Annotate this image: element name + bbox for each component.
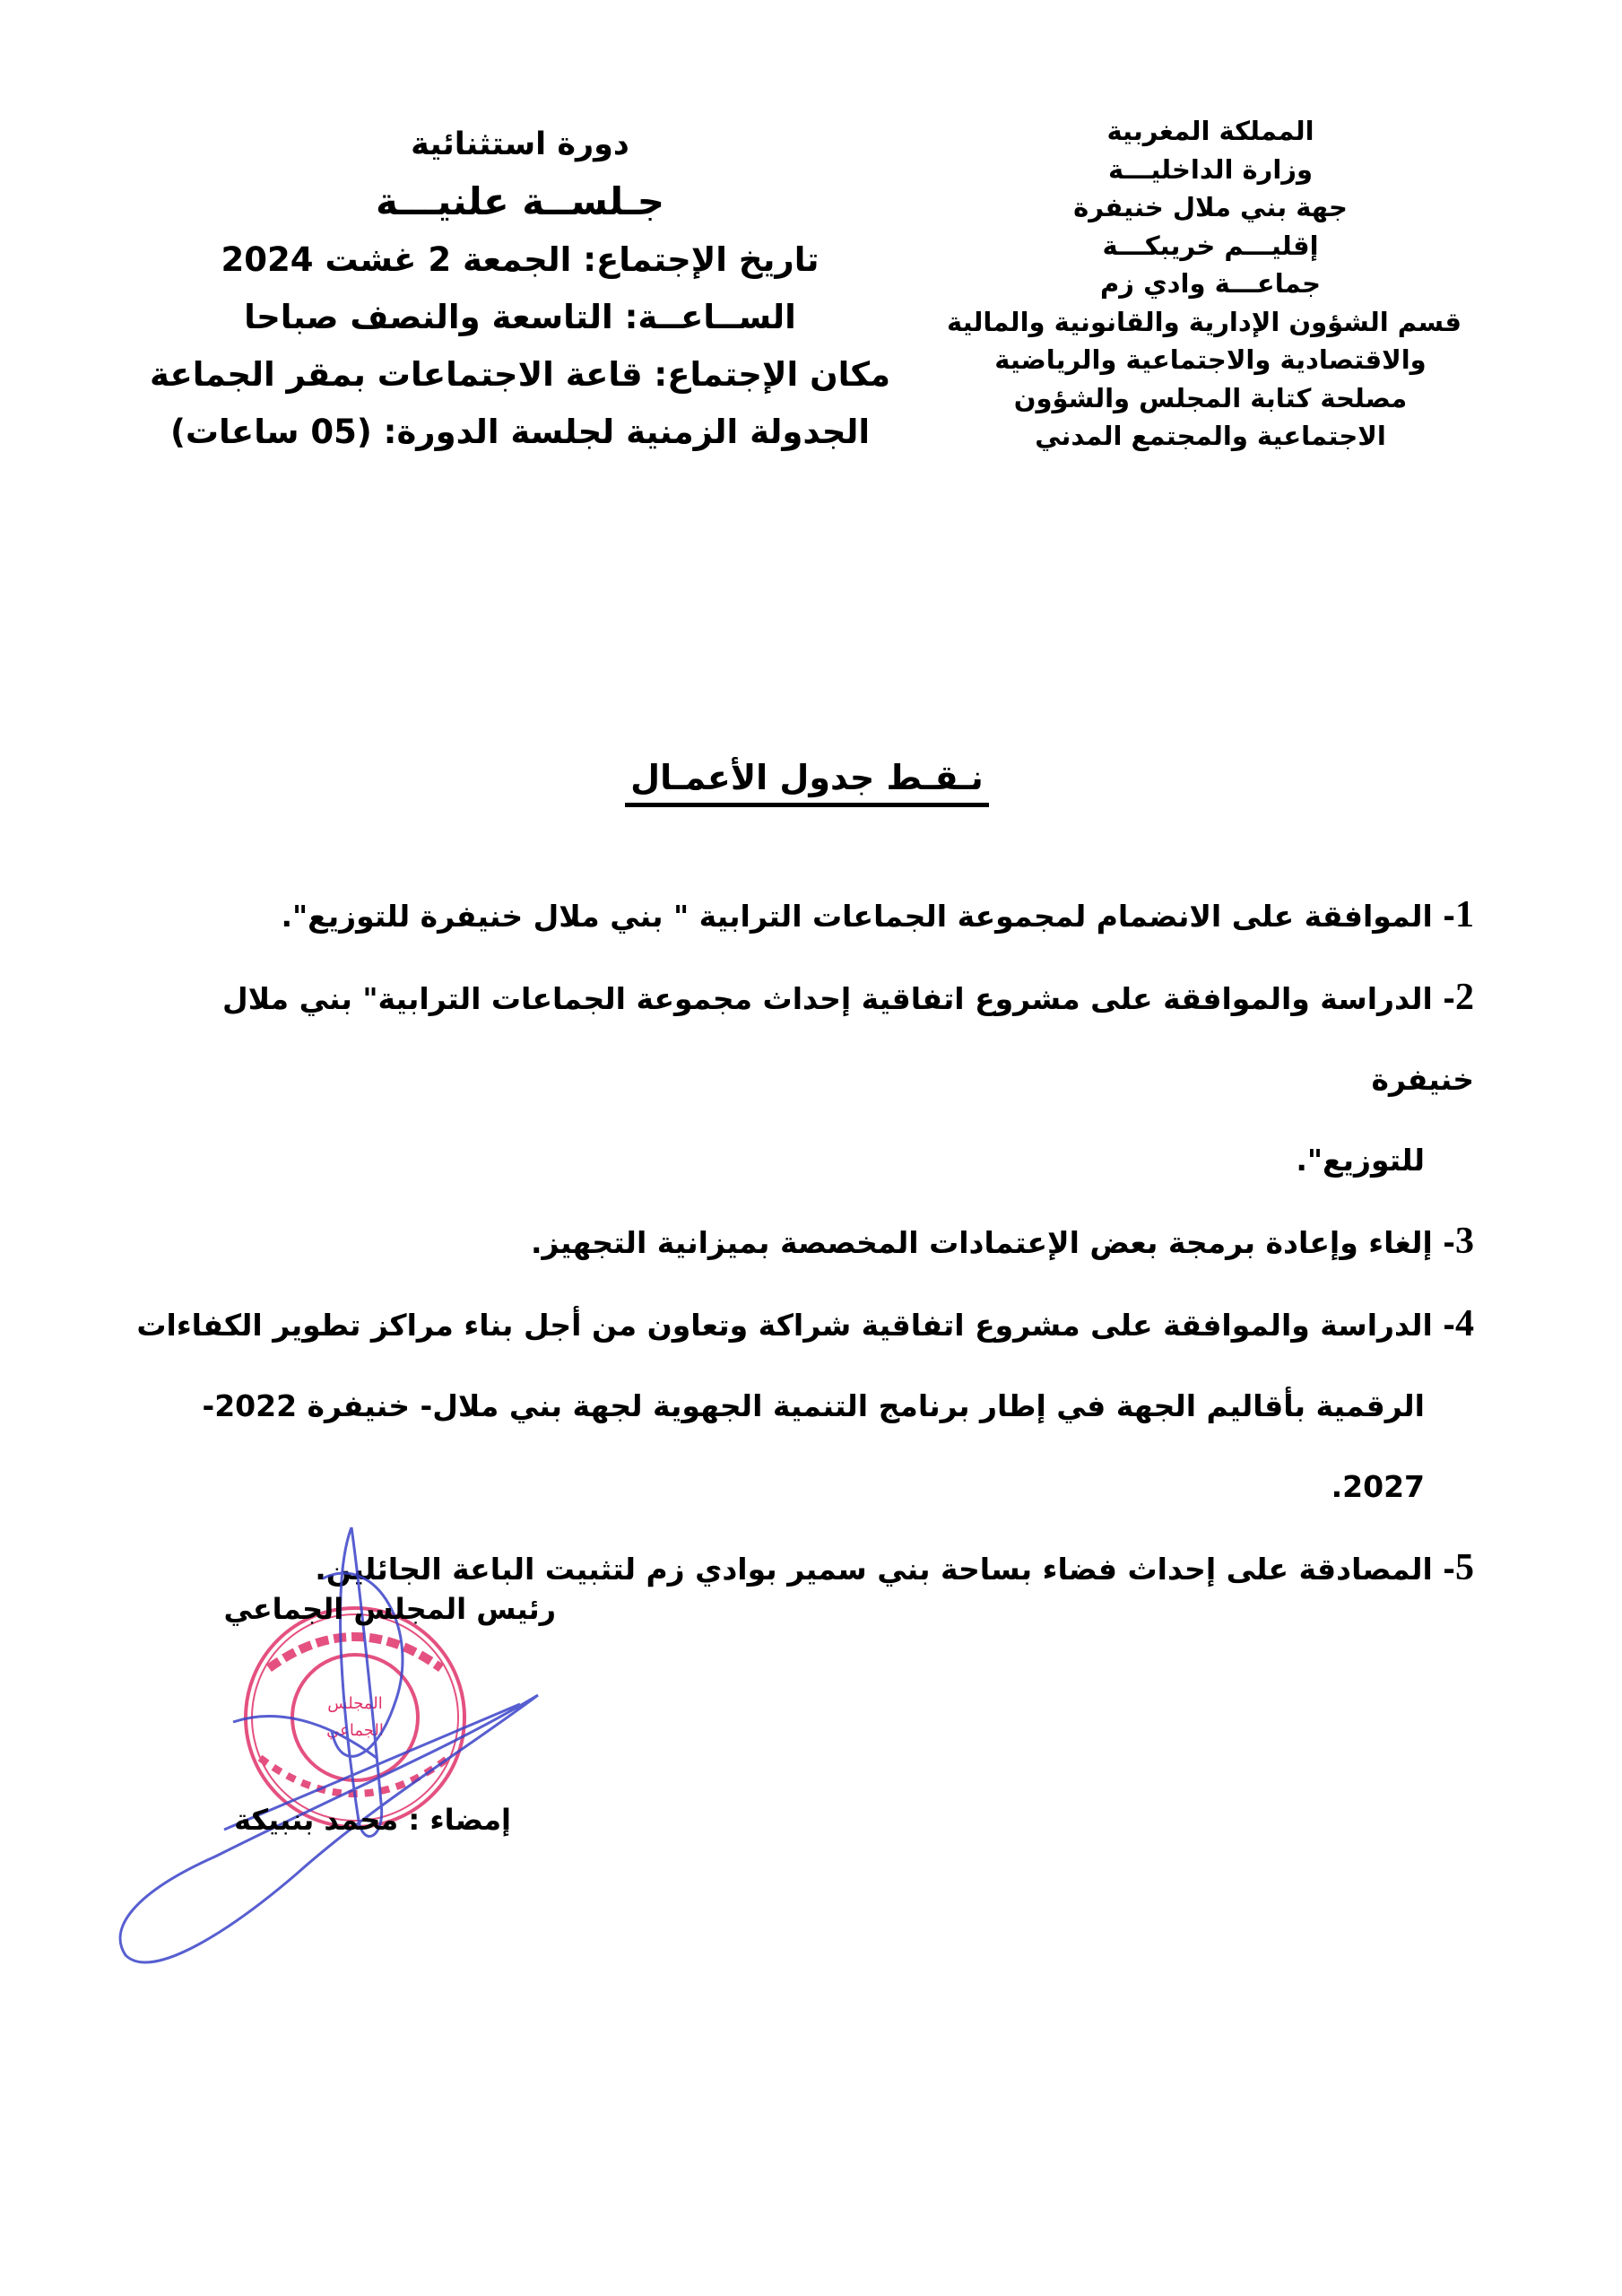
- item-number: 1: [1455, 894, 1474, 935]
- session-info: [143, 117, 897, 461]
- header-line: والاقتصادية والاجتماعية والرياضية: [994, 344, 1427, 375]
- agenda-item: 3- إلغاء وإعادة برمجة بعض الإعتمادات المخصصة بميزانية التجهيز.: [530, 1221, 1474, 1262]
- agenda-title-text: نـقـط جدول الأعمـال: [625, 758, 989, 807]
- header-line: الاجتماعية والمجتمع المدني: [1035, 421, 1386, 451]
- stamp-outer-ring: [246, 1608, 464, 1827]
- stamp-inner-line: الجماعي: [326, 1721, 384, 1740]
- stamp-inner-line: المجلس: [327, 1694, 383, 1713]
- item-continuation: الرقمية بأقاليم الجهة في إطار برنامج التنمية الجهوية لجهة بني ملال- خنيفرة 2022-2027.: [202, 1388, 1425, 1504]
- header-line: إقليـــم خريبكـــة: [1102, 230, 1319, 261]
- agenda-item: 5- المصادقة على إحداث فضاء بساحة بني سمير بوادي زم لتثبيت الباعة الجائلين.: [315, 1547, 1474, 1588]
- meeting-time: الســاعــة: التاسعة والنصف صباحا: [244, 298, 796, 336]
- agenda-item: 2- الدراسة والموافقة على مشروع اتفاقية إحداث مجموعة الجماعات الترابية" بني ملال خنيفرة للتوزيع".: [111, 957, 1474, 1201]
- agenda-title: [592, 749, 1022, 806]
- stamp-outer-ring-inner: [252, 1614, 458, 1821]
- header-line: قسم الشؤون الإدارية والقانونية والمالية: [947, 306, 1462, 337]
- item-number: 3: [1455, 1221, 1474, 1262]
- header-line: جهة بني ملال خنيفرة: [1073, 192, 1348, 222]
- issuer-header: [947, 112, 1462, 456]
- session-type: دورة استثنائية: [411, 126, 629, 162]
- item-continuation: للتوزيع".: [1296, 1143, 1425, 1178]
- agenda-item: 1- الموافقة على الانضمام لمجموعة الجماعات الترابية " بني ملال خنيفرة للتوزيع".: [281, 894, 1474, 935]
- header-line: جماعـــة وادي زم: [1100, 268, 1321, 299]
- item-number: 2: [1455, 977, 1474, 1018]
- item-number: 4: [1455, 1303, 1474, 1344]
- stamp-inner-ring: [292, 1655, 418, 1780]
- header-line: مصلحة كتابة المجلس والشؤون: [1013, 382, 1408, 413]
- header-line: المملكة المغربية: [1106, 116, 1314, 146]
- item-text: الدراسة والموافقة على مشروع اتفاقية شراكة وتعاون من أجل بناء مراكز تطوير الكفاءات: [136, 1308, 1433, 1343]
- session-kind: جـلســة علنيـــة: [376, 179, 664, 223]
- stamp-inner-text: [326, 1694, 384, 1740]
- agenda-item: 4- الدراسة والموافقة على مشروع اتفاقية شراكة وتعاون من أجل بناء مراكز تطوير الكفاءات الرقمية بأقاليم الجهة في إطار برنامج التنمية الجهوية لجهة بني ملال- خنيفرة 2022-2027.: [111, 1283, 1474, 1527]
- item-number: 5: [1455, 1547, 1474, 1588]
- header-line: وزارة الداخليـــة: [1108, 153, 1313, 185]
- session-schedule: الجدولة الزمنية لجلسة الدورة: (05 ساعات): [169, 413, 871, 451]
- item-text: الموافقة على الانضمام لمجموعة الجماعات الترابية " بني ملال خنيفرة للتوزيع".: [281, 899, 1433, 934]
- stamp-ring-text: [269, 1637, 441, 1668]
- agenda-list: [111, 874, 1474, 1610]
- meeting-date: تاريخ الإجتماع: الجمعة 2 غشت 2024: [221, 240, 820, 279]
- signatory-name: إمضاء : محمد بنبيكة: [234, 1803, 511, 1837]
- item-text: الدراسة والموافقة على مشروع اتفاقية إحداث مجموعة الجماعات الترابية" بني ملال خنيفرة: [221, 981, 1474, 1097]
- official-stamp: [246, 1608, 464, 1827]
- signatory-title: رئيس المجلس الجماعي: [223, 1592, 556, 1626]
- item-text: إلغاء وإعادة برمجة بعض الإعتمادات المخصصة بميزانية التجهيز.: [530, 1225, 1433, 1260]
- signature-stroke: [233, 1717, 377, 1758]
- stamp-ring-text: [260, 1758, 448, 1794]
- item-text: المصادقة على إحداث فضاء بساحة بني سمير بوادي زم لتثبيت الباعة الجائلين.: [315, 1552, 1433, 1587]
- meeting-place: مكان الإجتماع: قاعة الاجتماعات بمقر الجماعة: [150, 355, 890, 394]
